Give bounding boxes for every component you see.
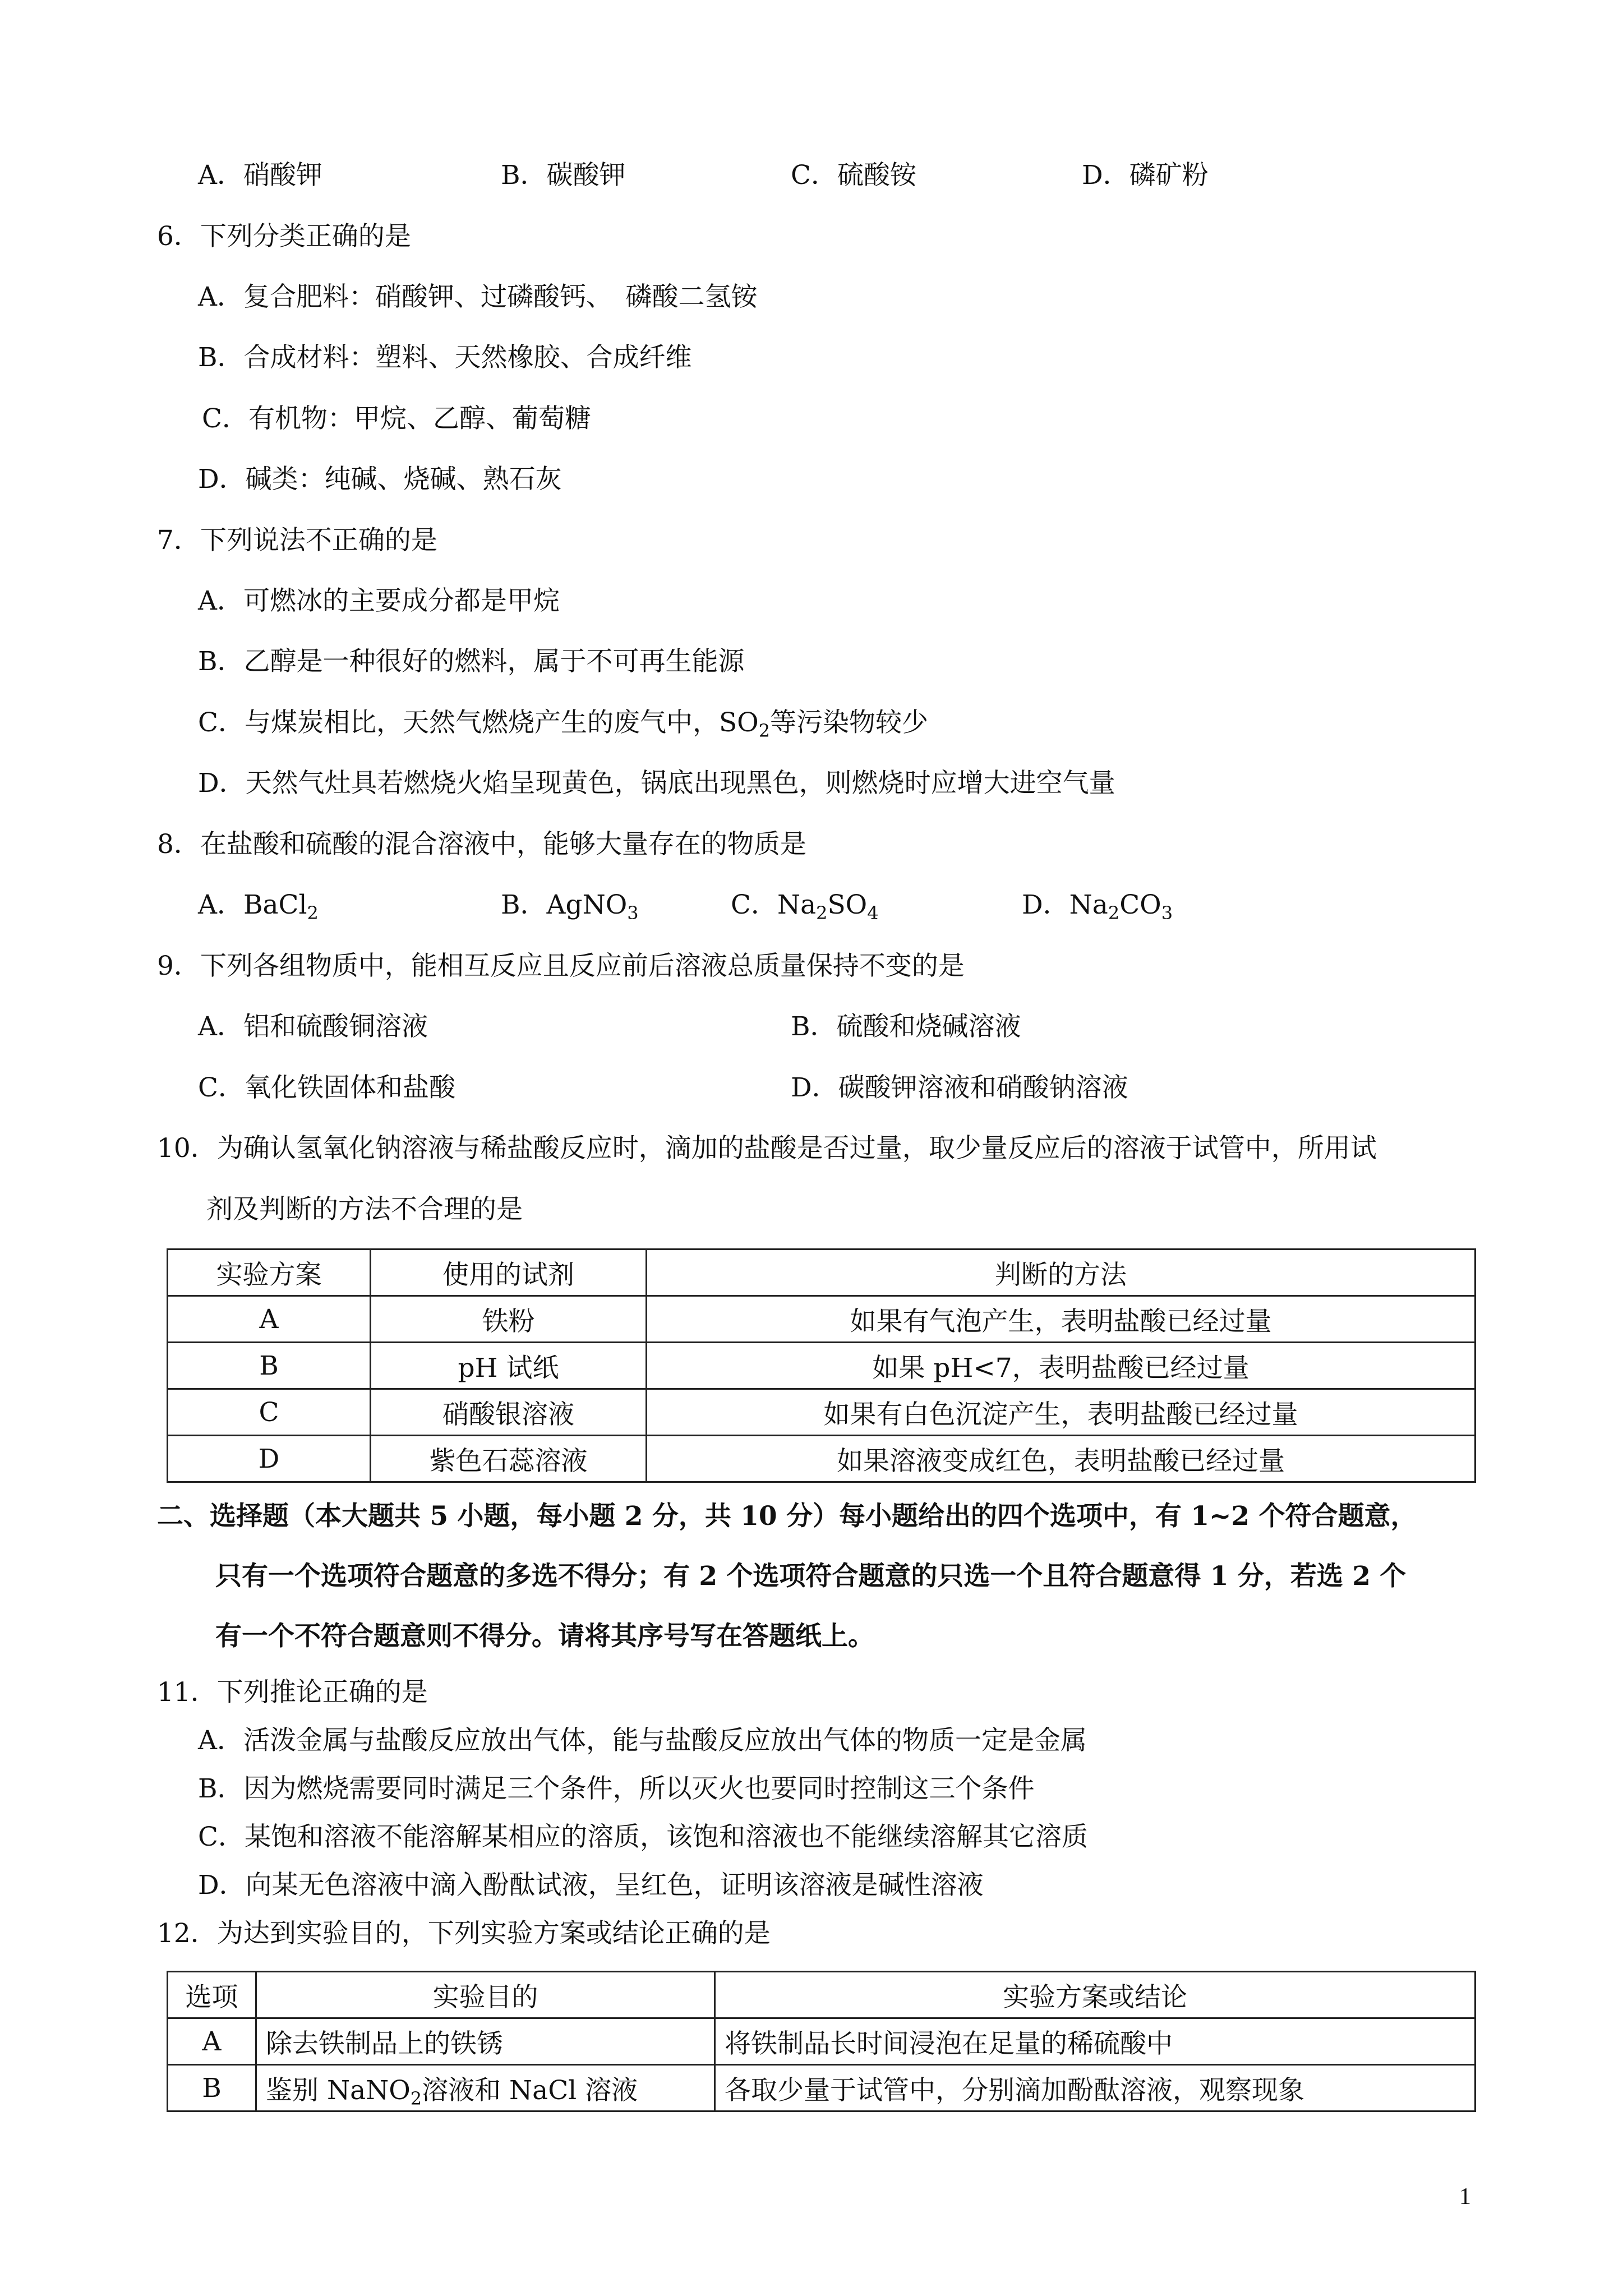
- table-header-row: [168, 1250, 1476, 1296]
- q12-stem: 12．为达到实验目的，下列实验方案或结论正确的是: [157, 1918, 771, 1949]
- q11-option-d: D．向某无色溶液中滴入酚酞试液，呈红色，证明该溶液是碱性溶液: [198, 1870, 984, 1901]
- q7-option-b: B．乙醇是一种很好的燃料，属于不可再生能源: [198, 646, 745, 677]
- q9-option-b: B．硫酸和烧碱溶液: [791, 1011, 1021, 1042]
- table-cell: A: [168, 1296, 371, 1343]
- q9-option-d: D．碳酸钾溶液和硝酸钠溶液: [791, 1072, 1128, 1103]
- q6-stem: 6．下列分类正确的是: [157, 221, 411, 252]
- q7-option-c: C．与煤炭相比，天然气燃烧产生的废气中，$SO_2$等污染物较少: [198, 707, 929, 741]
- table-cell: pH 试纸: [371, 1343, 647, 1389]
- q8-option-a: A．BaCl$_2$: [198, 889, 319, 924]
- table-row: [168, 1436, 1476, 1482]
- table-row: [168, 2018, 1476, 2065]
- table-cell: D: [168, 1436, 371, 1482]
- table-header-cell: 使用的试剂: [371, 1250, 647, 1296]
- q6-option-b: B．合成材料：塑料、天然橡胶、合成纤维: [198, 342, 692, 373]
- table-cell: 硝酸银溶液: [371, 1389, 647, 1436]
- table-cell: A: [168, 2018, 256, 2065]
- table-cell: B: [168, 1343, 371, 1389]
- q9-stem: 9．下列各组物质中，能相互反应且反应前后溶液总质量保持不变的是: [157, 951, 965, 981]
- q7-option-a: A．可燃冰的主要成分都是甲烷: [198, 585, 560, 616]
- table-cell: 如果 pH<7，表明盐酸已经过量: [647, 1343, 1476, 1389]
- table-cell: 各取少量于试管中，分别滴加酚酞溶液，观察现象: [715, 2065, 1476, 2111]
- table-cell: 除去铁制品上的铁锈: [256, 2018, 715, 2065]
- q10-table: [167, 1248, 1476, 1483]
- section2-heading-line2: 只有一个选项符合题意的多选不得分；有 2 个选项符合题意的只选一个且符合题意得 1 分，若选 2 个: [215, 1561, 1407, 1592]
- section2-heading-line3: 有一个不符合题意则不得分。请将其序号写在答题纸上。: [215, 1621, 874, 1652]
- table-cell: 如果溶液变成红色，表明盐酸已经过量: [647, 1436, 1476, 1482]
- table-header-cell: 判断的方法: [647, 1250, 1476, 1296]
- table-header-cell: 选项: [168, 1972, 256, 2018]
- table-cell: C: [168, 1389, 371, 1436]
- q11-option-b: B．因为燃烧需要同时满足三个条件，所以灭火也要同时控制这三个条件: [198, 1773, 1035, 1804]
- q5-option-d: D．磷矿粉: [1082, 160, 1209, 191]
- table-cell: 紫色石蕊溶液: [371, 1436, 647, 1482]
- q8-option-d: D．$Na_2CO_3$: [1022, 889, 1173, 924]
- q5-option-a: A．硝酸钾: [198, 160, 322, 191]
- q8-option-b: B．AgNO$_3$: [501, 889, 639, 924]
- q11-stem: 11．下列推论正确的是: [157, 1677, 428, 1708]
- q12-table: [167, 1971, 1476, 2112]
- q7-option-d: D．天然气灶具若燃烧火焰呈现黄色，锅底出现黑色，则燃烧时应增大进空气量: [198, 768, 1115, 799]
- table-header-row: [168, 1972, 1476, 2018]
- table-cell: 鉴别 NaNO$_2$溶液和 NaCl 溶液: [256, 2065, 715, 2111]
- q8-stem: 8．在盐酸和硫酸的混合溶液中，能够大量存在的物质是: [157, 829, 806, 860]
- q11-option-a: A．活泼金属与盐酸反应放出气体，能与盐酸反应放出气体的物质一定是金属: [198, 1725, 1087, 1756]
- section2-heading-line1: 二、选择题（本大题共 5 小题，每小题 2 分，共 10 分）每小题给出的四个选项中，有 1~2 个符合题意，: [157, 1501, 1417, 1532]
- q5-option-b: B．碳酸钾: [501, 160, 626, 191]
- q11-option-c: C．某饱和溶液不能溶解某相应的溶质，该饱和溶液也不能继续溶解其它溶质: [198, 1822, 1088, 1852]
- table-cell: 如果有气泡产生，表明盐酸已经过量: [647, 1296, 1476, 1343]
- q6-option-d: D．碱类：纯碱、烧碱、熟石灰: [198, 464, 562, 495]
- page-number: 1: [1459, 2184, 1471, 2210]
- q6-option-c: C．有机物：甲烷、乙醇、葡萄糖: [202, 403, 591, 434]
- table-cell: 将铁制品长时间浸泡在足量的稀硫酸中: [715, 2018, 1476, 2065]
- table-row: [168, 1296, 1476, 1343]
- table-header-cell: 实验目的: [256, 1972, 715, 2018]
- q6-option-a: A．复合肥料：硝酸钾、过磷酸钙、 磷酸二氢铵: [198, 282, 758, 312]
- table-row: [168, 1343, 1476, 1389]
- q9-option-a: A．铝和硫酸铜溶液: [198, 1011, 428, 1042]
- table-row: [168, 2065, 1476, 2111]
- q9-option-c: C．氧化铁固体和盐酸: [198, 1072, 455, 1103]
- q8-option-c: C．$Na_2SO_4$: [731, 889, 879, 924]
- table-cell: 铁粉: [371, 1296, 647, 1343]
- q7-stem: 7．下列说法不正确的是: [157, 525, 437, 556]
- table-cell: 如果有白色沉淀产生，表明盐酸已经过量: [647, 1389, 1476, 1436]
- table-header-cell: 实验方案或结论: [715, 1972, 1476, 2018]
- q5-option-c: C．硫酸铵: [791, 160, 916, 191]
- table-header-cell: 实验方案: [168, 1250, 371, 1296]
- table-cell: B: [168, 2065, 256, 2111]
- table-row: [168, 1389, 1476, 1436]
- q10-stem-line1: 10．为确认氢氧化钠溶液与稀盐酸反应时，滴加的盐酸是否过量，取少量反应后的溶液于试管中，所用试: [157, 1133, 1377, 1164]
- q10-stem-line2: 剂及判断的方法不合理的是: [206, 1194, 523, 1225]
